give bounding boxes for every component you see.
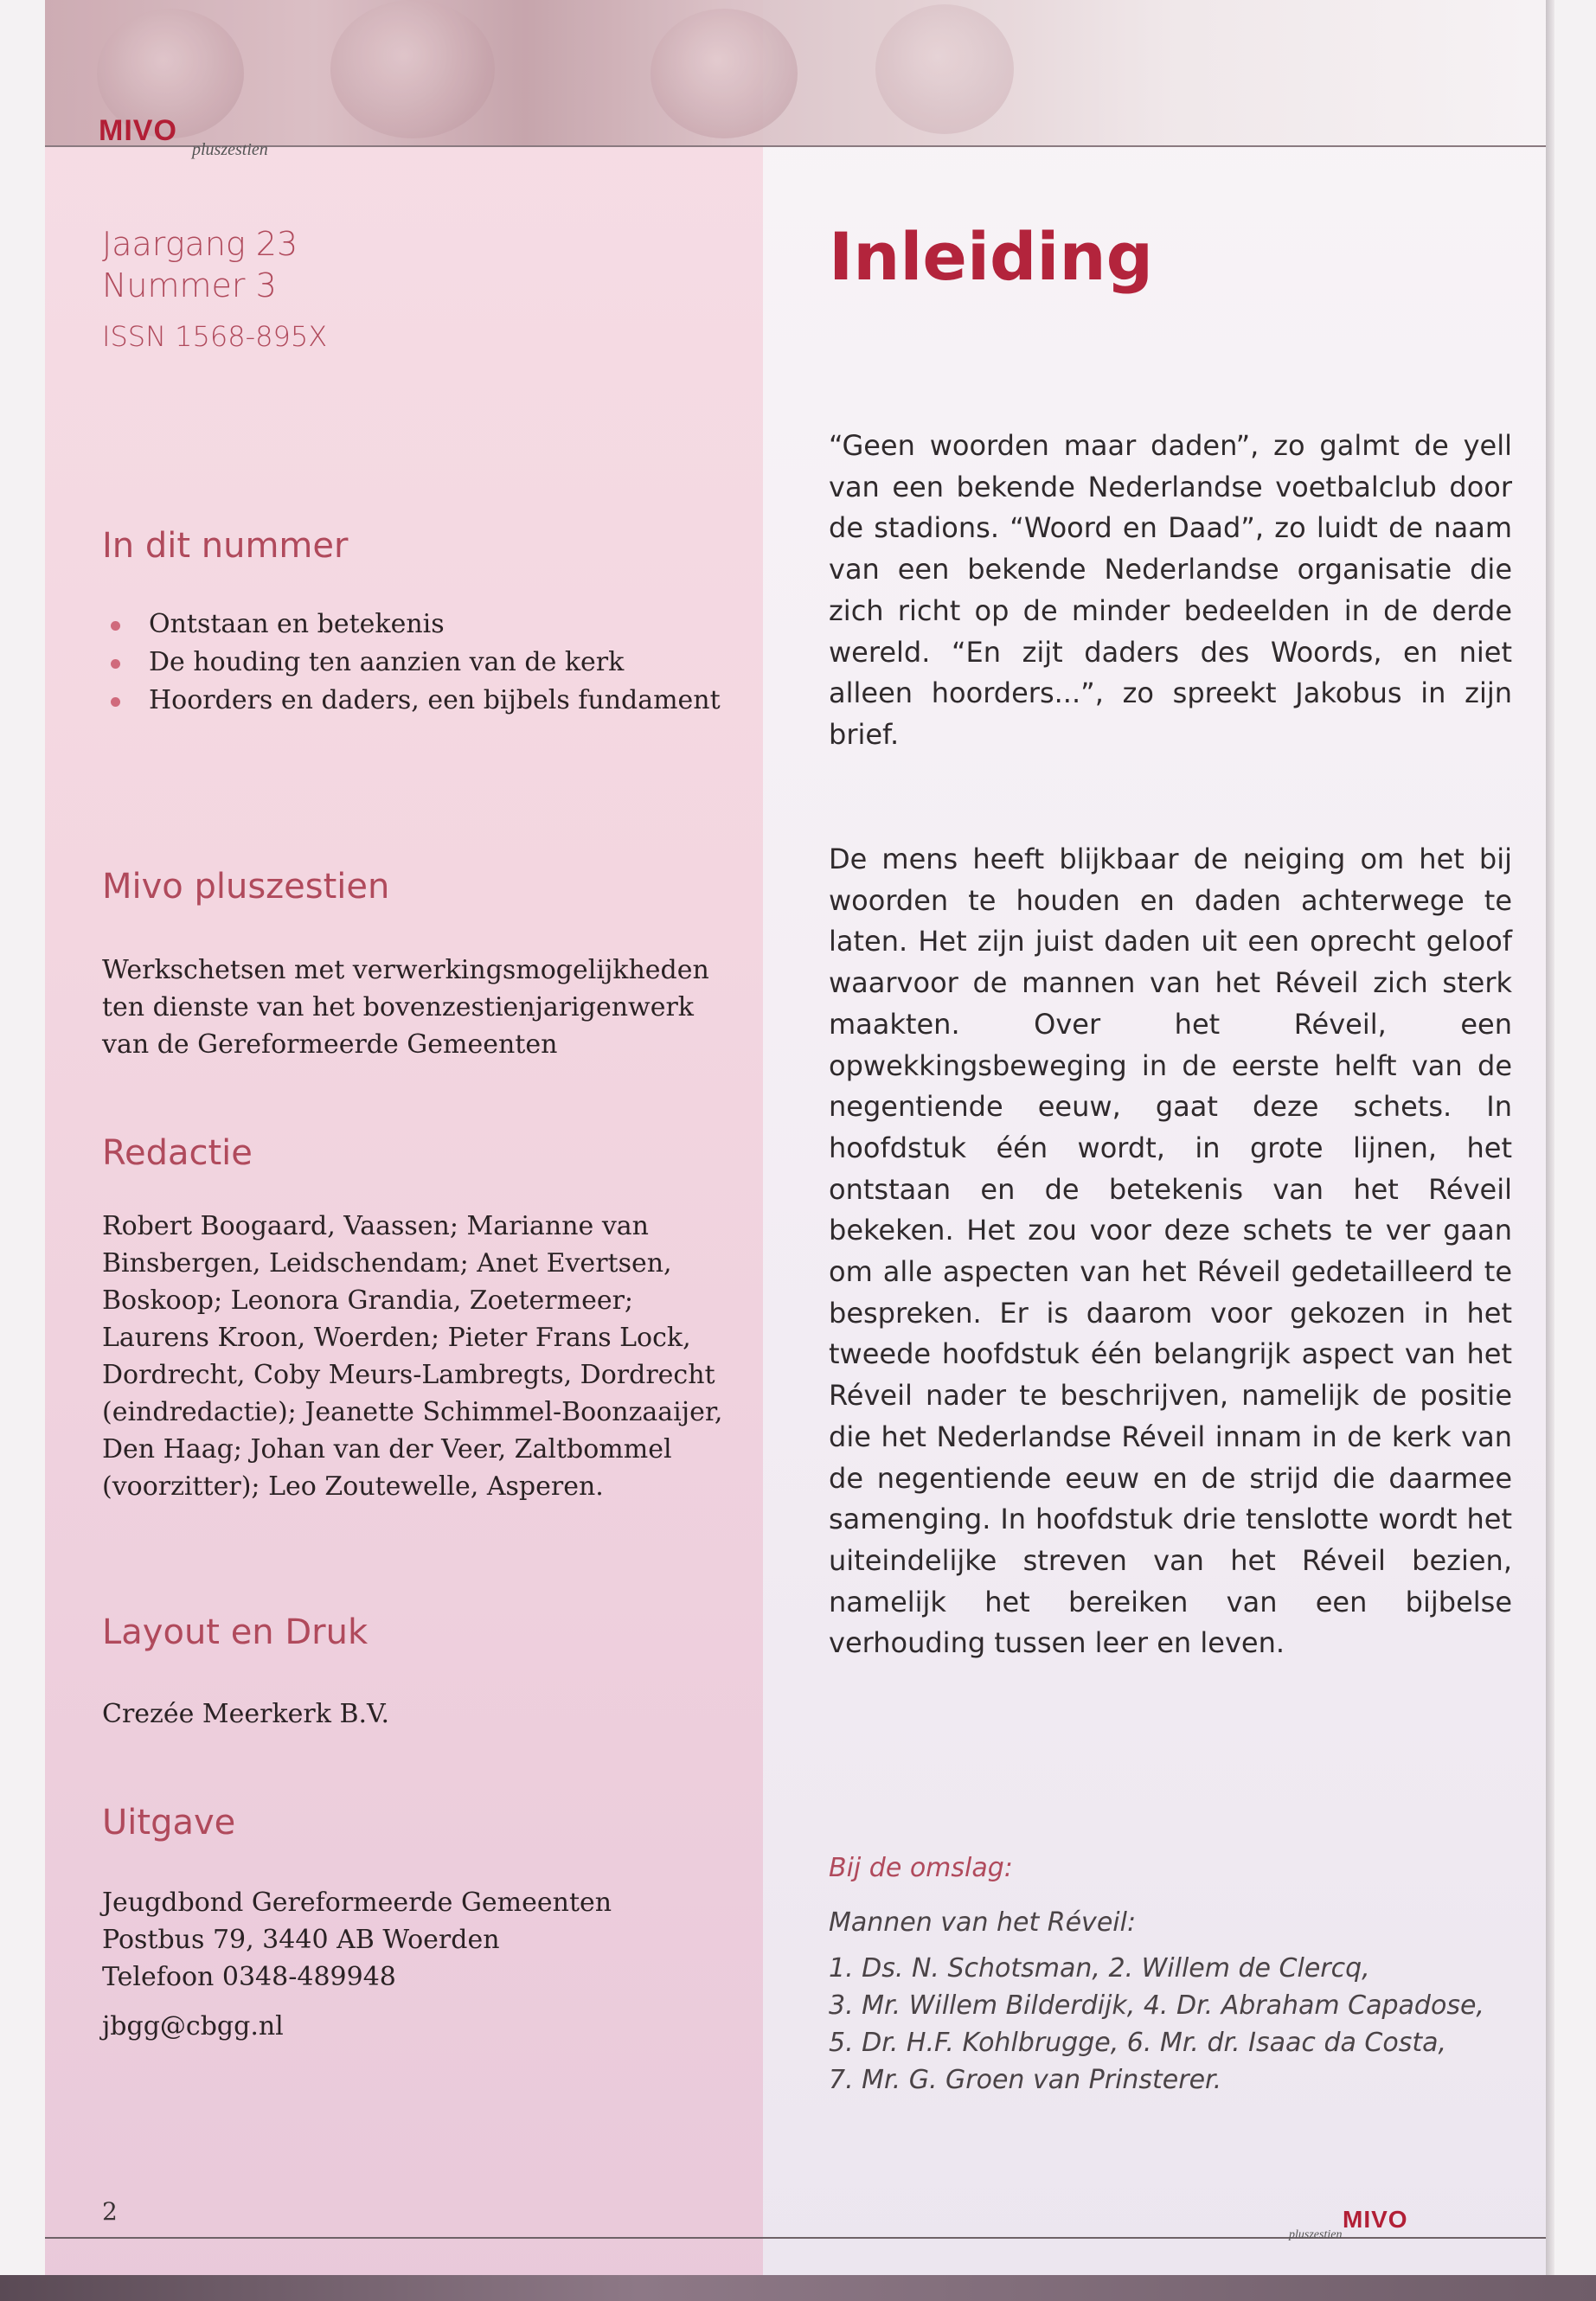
issue-number: Nummer 3 bbox=[102, 266, 277, 304]
portrait-image bbox=[330, 0, 495, 138]
magazine-page bbox=[45, 0, 1546, 2301]
list-item: Hoorders en daders, een bijbels fundament bbox=[102, 682, 742, 720]
page-edge-shadow bbox=[1546, 0, 1554, 2301]
publisher-phone: Telefoon 0348-489948 bbox=[102, 1962, 396, 1992]
publisher-postbus: Postbus 79, 3440 AB Woerden bbox=[102, 1925, 500, 1955]
article-paragraph-2: De mens heeft blijkbaar de neiging om het bij woorden te houden en daden achterwege te laten. Het zijn juist daden uit een oprecht geloof waarvoor de mannen van het Réveil zich sterk maakten. Over het Réveil, een opwekkingsbeweging in de eerste helft van de negentiende eeuw, gaat deze schets. In hoofdstuk één wordt, in grote lijnen, het ontstaan en de betekenis van het Réveil bekeken. Het zou voor deze schets te ver gaan om alle aspecten van het Réveil gedetailleerd te bespreken. Er is daarom voor gekozen in het tweede hoofdstuk één belangrijk aspect van het Réveil nader te beschrijven, namelijk de positie die het Nederlandse Réveil innam in de kerk van de negentiende eeuw en de strijd die daarmee samenging. In hoofdstuk drie tenslotte wordt het uiteindelijke streven van het Réveil bezien, namelijk het bereiken van een bijbelse verhouding tussen leer en leven. bbox=[829, 843, 1512, 1660]
article-paragraph-1: “Geen woorden maar daden”, zo galmt de yell van een bekende Nederlandse voetbalclub door de stadions. “Woord en Daad”, zo luidt de naam van een bekende Nederlandse organisatie die zich richt op de minder bedeelden in de derde wereld. “En zijt daders des Woords, en niet alleen hoorders...”, zo spreekt Jakobus in zijn brief. bbox=[829, 429, 1512, 751]
article-title: Inleiding bbox=[829, 218, 1153, 295]
publisher-email[interactable]: jbgg@cbgg.nl bbox=[102, 2011, 284, 2041]
redactie-heading: Redactie bbox=[102, 1133, 253, 1173]
cover-caption bbox=[829, 1853, 1512, 2099]
logo-word: MIVO bbox=[99, 114, 177, 147]
page-number: 2 bbox=[102, 2197, 118, 2226]
mivo-heading: Mivo pluszestien bbox=[102, 867, 390, 907]
portrait-image bbox=[651, 9, 798, 138]
uitgave-address bbox=[102, 1884, 742, 2045]
list-item: De houding ten aanzien van de kerk bbox=[102, 644, 742, 682]
uitgave-heading: Uitgave bbox=[102, 1803, 236, 1843]
portrait-image bbox=[875, 4, 1014, 134]
caption-heading: Bij de omslag: bbox=[829, 1853, 1013, 1883]
caption-subheading: Mannen van het Réveil: bbox=[829, 1907, 1137, 1938]
caption-line: 1. Ds. N. Schotsman, 2. Willem de Clercq, bbox=[829, 1953, 1370, 1984]
footer-logo-word: MIVO bbox=[1343, 2206, 1408, 2233]
redactie-text: Robert Boogaard, Vaassen; Marianne van Binsbergen, Leidschendam; Anet Evertsen, Boskoop; Leonora Grandia, Zoetermeer; Laurens Kroon, Woerden; Pieter Frans Lock, Dordrecht, Coby Meurs-Lambregts, Dordrecht (eindredactie); Jeanette Schimmel-Boonzaaijer, Den Haag; Johan van der Veer, Zaltbommel (voorzitter); Leo Zoutewelle, Asperen. bbox=[102, 1211, 723, 1502]
bullet-icon bbox=[111, 621, 120, 631]
volume: Jaargang 23 bbox=[102, 225, 298, 263]
bullet-icon bbox=[111, 697, 120, 707]
publisher-name: Jeugdbond Gereformeerde Gemeenten bbox=[102, 1888, 612, 1918]
layout-text: Crezée Meerkerk B.V. bbox=[102, 1699, 389, 1729]
header-rule bbox=[45, 145, 1546, 147]
contents-list bbox=[102, 606, 742, 720]
bullet-icon bbox=[111, 659, 120, 669]
scan-bottom-band bbox=[0, 2275, 1596, 2301]
logo-subtitle: pluszestien bbox=[192, 140, 268, 159]
header-photo-strip bbox=[45, 0, 1546, 147]
footer-logo-subtitle: pluszestien bbox=[1289, 2228, 1343, 2241]
mivo-description: Werkschetsen met verwerkingsmogelijkheden ten dienste van het bovenzestienjarigenwerk van de Gereformeerde Gemeenten bbox=[102, 955, 709, 1060]
in-dit-nummer-heading: In dit nummer bbox=[102, 526, 349, 566]
layout-heading: Layout en Druk bbox=[102, 1612, 369, 1652]
issn: ISSN 1568-895X bbox=[102, 320, 328, 353]
header-logo bbox=[99, 114, 268, 159]
caption-line: 5. Dr. H.F. Kohlbrugge, 6. Mr. dr. Isaac da Costa, bbox=[829, 2028, 1447, 2058]
caption-line: 7. Mr. G. Groen van Prinsterer. bbox=[829, 2065, 1222, 2095]
issue-meta bbox=[102, 223, 327, 353]
footer-logo bbox=[1289, 2206, 1408, 2241]
caption-line: 3. Mr. Willem Bilderdijk, 4. Dr. Abraham Capadose, bbox=[829, 1990, 1484, 2021]
list-item: Ontstaan en betekenis bbox=[102, 606, 742, 644]
